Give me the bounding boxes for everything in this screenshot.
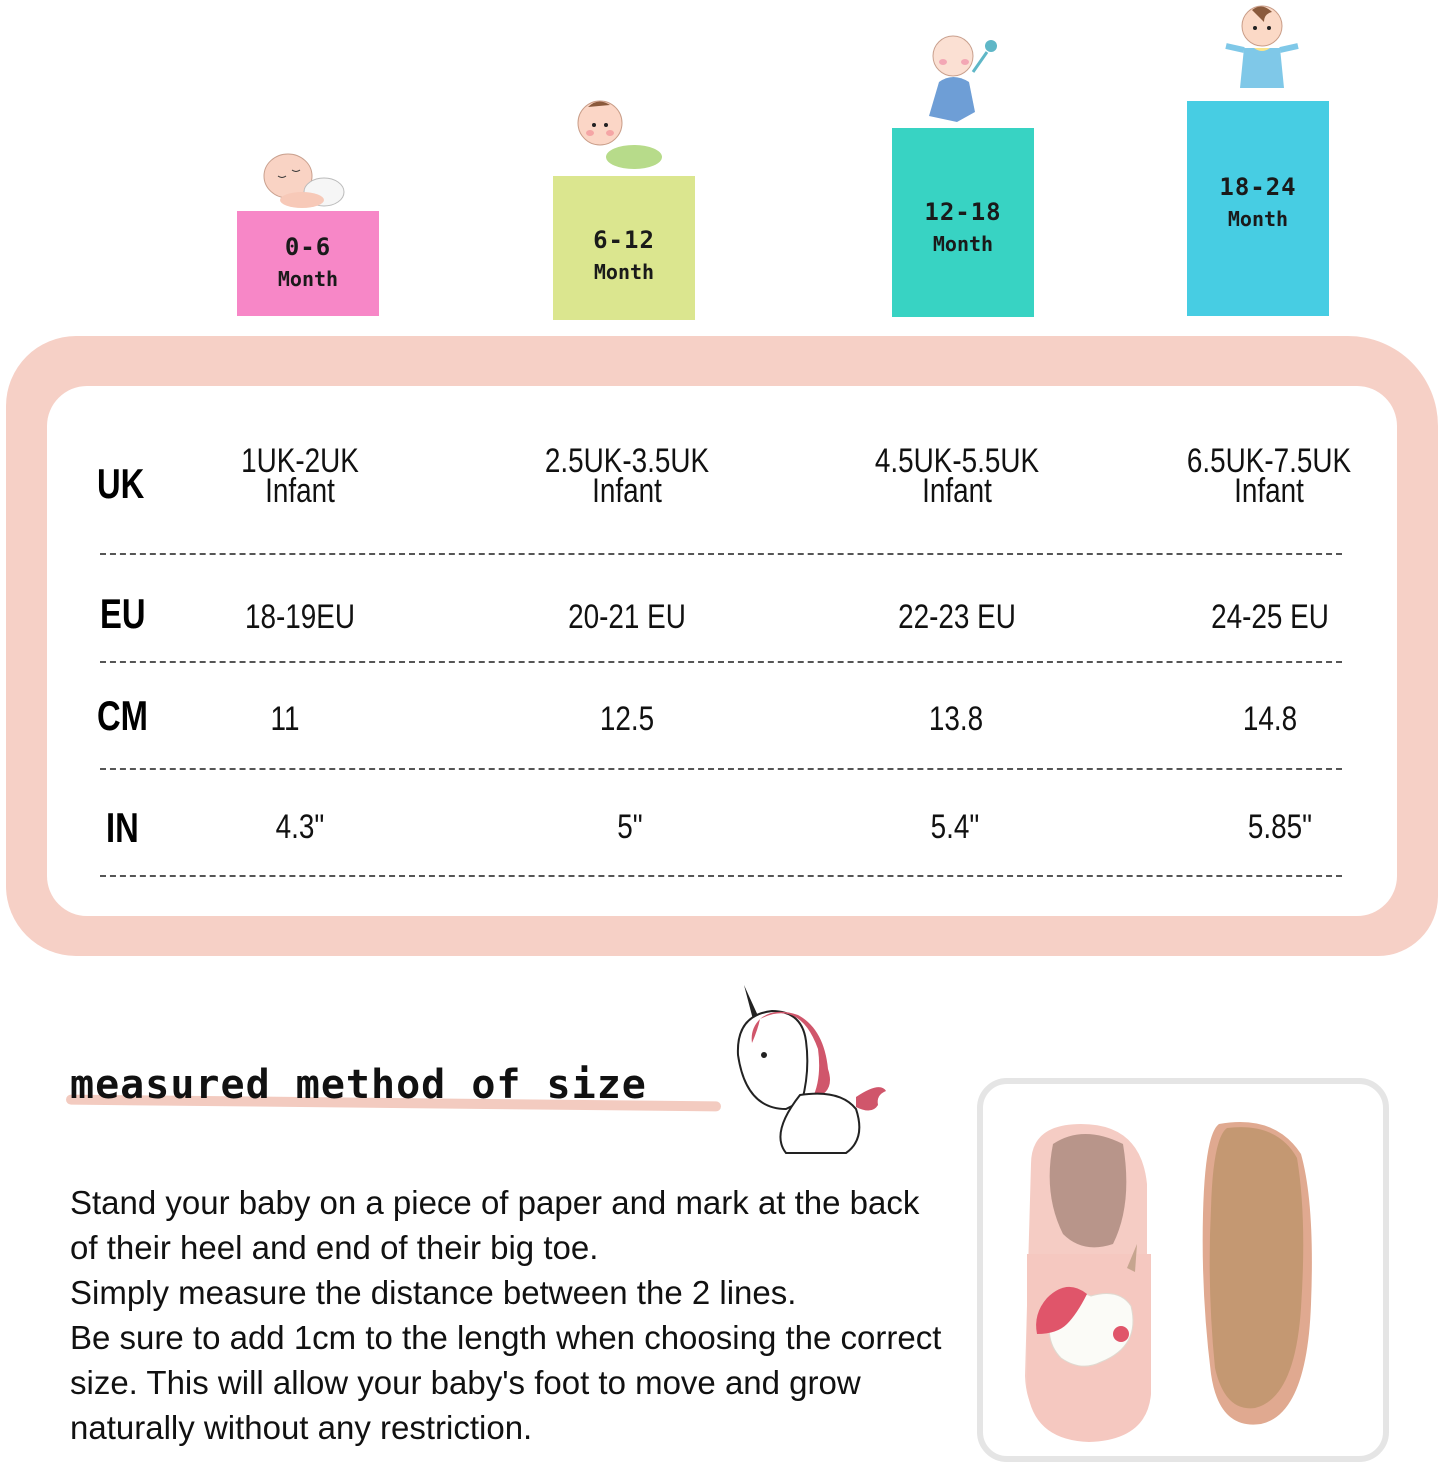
- uk-cell: [850, 442, 1063, 510]
- in-cell: 5": [617, 808, 643, 846]
- measure-paragraph: Stand your baby on a piece of paper and mark at the back of their heel and end of their big toe.: [70, 1184, 920, 1266]
- uk-cell: [520, 442, 733, 510]
- eu-cell: 22-23 EU: [898, 598, 1016, 636]
- unicorn-icon: [730, 985, 895, 1165]
- cm-cell: 12.5: [599, 700, 655, 738]
- measure-description: [70, 1180, 950, 1450]
- sleeping-baby-icon: [258, 148, 348, 210]
- uk-size-type: Infant: [265, 472, 335, 510]
- in-cell: 5.4": [930, 808, 980, 846]
- in-cell: 5.85": [1247, 808, 1313, 846]
- row-divider: [100, 768, 1342, 770]
- baby-shoes-image: [983, 1084, 1383, 1456]
- age-unit: Month: [932, 232, 994, 256]
- uk-size-type: Infant: [922, 472, 992, 510]
- row-label-eu: EU: [100, 590, 146, 637]
- shoe-image-card: [977, 1078, 1389, 1462]
- row-divider: [100, 875, 1342, 877]
- row-divider: [100, 661, 1342, 663]
- eu-cell: 20-21 EU: [568, 598, 686, 636]
- uk-size-type: Infant: [1234, 472, 1304, 510]
- age-range: 6-12: [593, 226, 655, 254]
- age-box-0-6: [237, 211, 379, 316]
- row-label-uk: UK: [97, 460, 145, 507]
- age-range: 18-24: [1219, 173, 1297, 201]
- age-box-18-24: [1187, 101, 1329, 316]
- measure-paragraph: Be sure to add 1cm to the length when choosing the correct size. This will allow your baby's foot to move and grow naturally without any restriction.: [70, 1319, 942, 1446]
- crawling-baby-icon: [574, 95, 666, 175]
- eu-cell: 18-19EU: [244, 598, 356, 636]
- age-box-12-18: [892, 128, 1034, 317]
- cm-cell: 14.8: [1242, 700, 1298, 738]
- eu-cell: 24-25 EU: [1211, 598, 1329, 636]
- row-label-cm: CM: [97, 692, 148, 739]
- uk-size-type: Infant: [592, 472, 662, 510]
- cm-cell: 11: [270, 700, 300, 738]
- age-unit: Month: [1227, 207, 1289, 231]
- uk-size: 6.5UK-7.5UK: [1186, 442, 1352, 480]
- uk-size: 1UK-2UK: [241, 442, 359, 480]
- row-label-in: IN: [106, 804, 139, 851]
- age-unit: Month: [593, 260, 655, 284]
- age-unit: Month: [277, 267, 339, 291]
- uk-size: 4.5UK-5.5UK: [874, 442, 1040, 480]
- cm-cell: 13.8: [928, 700, 984, 738]
- age-box-6-12: [553, 176, 695, 320]
- rattle-baby-icon: [925, 32, 1005, 126]
- measure-paragraph: Simply measure the distance between the 2 lines.: [70, 1274, 797, 1311]
- uk-cell: [193, 442, 406, 510]
- standing-baby-icon: [1222, 2, 1302, 100]
- measure-title: measured method of size: [70, 1062, 647, 1108]
- age-range: 0-6: [284, 233, 332, 261]
- uk-cell: [1162, 442, 1375, 510]
- row-divider: [100, 553, 1342, 555]
- age-range: 12-18: [924, 198, 1002, 226]
- uk-size: 2.5UK-3.5UK: [544, 442, 710, 480]
- in-cell: 4.3": [275, 808, 325, 846]
